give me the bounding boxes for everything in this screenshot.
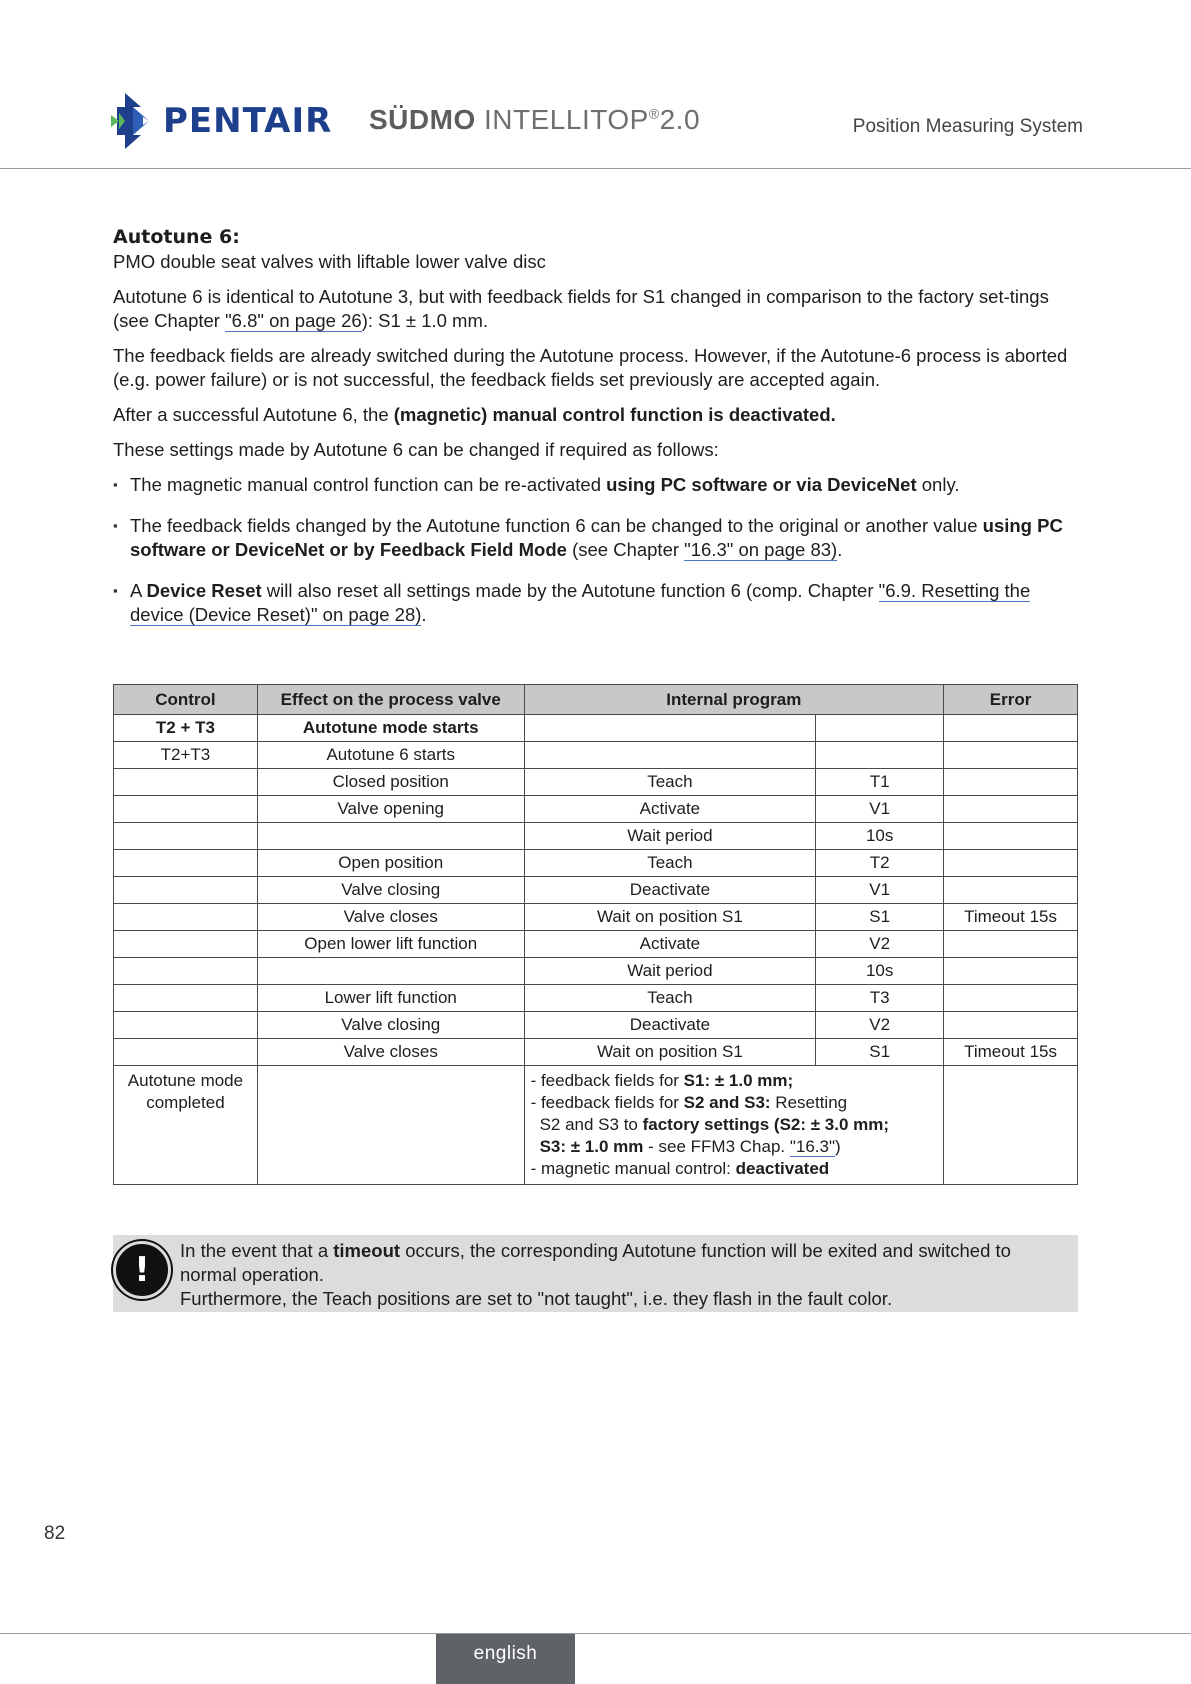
cell-action: Teach <box>524 850 816 877</box>
table-row <box>114 931 1078 958</box>
cell-control <box>114 958 258 985</box>
cell-code: S1 <box>816 1039 944 1066</box>
cell-control <box>114 1039 258 1066</box>
cell-control: Autotune mode completed <box>114 1066 258 1185</box>
chapter-link-16-3-ffm3[interactable]: "16.3" <box>789 1137 835 1156</box>
table-row <box>114 877 1078 904</box>
pentair-logo <box>111 93 332 149</box>
chapter-link-6-9[interactable]: "6.9. Resetting the device (Device Reset)" on page 28) <box>130 580 1031 625</box>
cell-control <box>114 1012 258 1039</box>
main-content <box>113 224 1078 644</box>
cell-code: 10s <box>816 958 944 985</box>
cell-effect <box>257 958 524 985</box>
cell-program-summary: - feedback fields for S1: ± 1.0 mm; - feedback fields for S2 and S3: Resetting S2 and S3 to factory settings (S2: ± 3.0 mm; S3: ± 1.0 mm - see FFM3 Chap. "16.3") - magnetic manual control: deactivated <box>524 1066 944 1185</box>
section-heading: Autotune 6: <box>113 226 240 248</box>
autotune-program-table <box>113 684 1078 1185</box>
cell-code: V2 <box>816 1012 944 1039</box>
table-row <box>114 850 1078 877</box>
cell-control <box>114 877 258 904</box>
cell-error <box>944 958 1078 985</box>
notice-text: In the event that a timeout occurs, the corresponding Autotune function will be exited and switched to normal operation. Furthermore, the Teach positions are set to "not taught", i.e. they flash in the fault color. <box>180 1240 1011 1309</box>
list-item: ▪ The magnetic manual control function can be re-activated using PC software or via DeviceNet only. <box>113 473 1078 497</box>
cell-error <box>944 823 1078 850</box>
chapter-link-6-8[interactable]: "6.8" on page 26 <box>225 310 362 331</box>
paragraph-manual-control: After a successful Autotune 6, the (magnetic) manual control function is deactivated. <box>113 404 836 425</box>
cell-control <box>114 985 258 1012</box>
cell-action <box>524 742 816 769</box>
cell-error <box>944 877 1078 904</box>
cell-action: Teach <box>524 985 816 1012</box>
table-row-mode <box>114 715 1078 742</box>
cell-effect: Autotune 6 starts <box>257 742 524 769</box>
cell-action: Teach <box>524 769 816 796</box>
chapter-link-16-3[interactable]: "16.3" on page 83) <box>684 539 838 560</box>
cell-code <box>816 715 944 742</box>
section-title: Position Measuring System <box>852 116 1083 137</box>
language-tab: english <box>436 1634 575 1684</box>
table-row <box>114 985 1078 1012</box>
cell-error <box>944 742 1078 769</box>
cell-code <box>816 742 944 769</box>
cell-effect: Lower lift function <box>257 985 524 1012</box>
cell-action: Activate <box>524 931 816 958</box>
cell-effect <box>257 823 524 850</box>
cell-effect: Valve opening <box>257 796 524 823</box>
table-row <box>114 769 1078 796</box>
cell-effect: Open lower lift function <box>257 931 524 958</box>
cell-control: T2 + T3 <box>114 715 258 742</box>
cell-control <box>114 850 258 877</box>
paragraph-feedback: The feedback fields are already switched during the Autotune process. However, if the Autotune-6 process is aborted (e.g. power failure) or is not successful, the feedback fields set previously are accepted again. <box>113 345 1068 390</box>
cell-effect: Valve closes <box>257 904 524 931</box>
cell-action: Deactivate <box>524 1012 816 1039</box>
table-row <box>114 958 1078 985</box>
table-row-final <box>114 1066 1078 1185</box>
cell-control <box>114 796 258 823</box>
table-row <box>114 823 1078 850</box>
cell-code: 10s <box>816 823 944 850</box>
cell-action: Wait on position S1 <box>524 1039 816 1066</box>
cell-error <box>944 931 1078 958</box>
header-program: Internal program <box>524 685 944 715</box>
settings-list <box>113 473 1078 627</box>
cell-code: S1 <box>816 904 944 931</box>
cell-control <box>114 904 258 931</box>
cell-control <box>114 769 258 796</box>
table-row <box>114 796 1078 823</box>
cell-error <box>944 1012 1078 1039</box>
timeout-notice <box>113 1235 1078 1312</box>
cell-action: Deactivate <box>524 877 816 904</box>
brand-name: PENTAIR <box>163 101 333 141</box>
cell-error <box>944 1066 1078 1185</box>
cell-code: V1 <box>816 796 944 823</box>
product-name: SÜDMO INTELLITOP®2.0 <box>369 104 701 135</box>
cell-effect: Valve closing <box>257 877 524 904</box>
cell-error <box>944 850 1078 877</box>
cell-code: T2 <box>816 850 944 877</box>
cell-effect: Valve closes <box>257 1039 524 1066</box>
pentair-logo-icon <box>111 93 157 149</box>
cell-effect: Open position <box>257 850 524 877</box>
cell-code: T1 <box>816 769 944 796</box>
table-row <box>114 904 1078 931</box>
header-control: Control <box>114 685 258 715</box>
paragraph-intro: Autotune 6 is identical to Autotune 3, but with feedback fields for S1 changed in comparison to the factory set-tings (see Chapter "6.8" on page 26): S1 ± 1.0 mm. <box>113 286 1049 331</box>
cell-code: T3 <box>816 985 944 1012</box>
cell-error: Timeout 15s <box>944 904 1078 931</box>
footer-divider <box>0 1633 1191 1634</box>
header-effect: Effect on the process valve <box>257 685 524 715</box>
cell-code: V1 <box>816 877 944 904</box>
cell-error <box>944 769 1078 796</box>
cell-error <box>944 985 1078 1012</box>
table-row <box>114 1012 1078 1039</box>
table-header-row <box>114 685 1078 715</box>
warning-icon: ! <box>113 1241 171 1299</box>
cell-action: Activate <box>524 796 816 823</box>
table-row <box>114 742 1078 769</box>
header-error: Error <box>944 685 1078 715</box>
cell-action <box>524 715 816 742</box>
cell-action: Wait period <box>524 958 816 985</box>
cell-error <box>944 715 1078 742</box>
paragraph-settings: These settings made by Autotune 6 can be changed if required as follows: <box>113 439 719 460</box>
cell-control <box>114 823 258 850</box>
list-item: ▪ A Device Reset will also reset all settings made by the Autotune function 6 (comp. Chapter "6.9. Resetting the device (Device Reset)" on page 28). <box>113 579 1078 627</box>
cell-control <box>114 931 258 958</box>
section-subtitle: PMO double seat valves with liftable lower valve disc <box>113 251 546 272</box>
page-header <box>0 0 1191 169</box>
cell-effect: Valve closing <box>257 1012 524 1039</box>
cell-effect: Autotune mode starts <box>257 715 524 742</box>
cell-action: Wait on position S1 <box>524 904 816 931</box>
cell-action: Wait period <box>524 823 816 850</box>
list-item: ▪ The feedback fields changed by the Autotune function 6 can be changed to the original or another value using PC software or DeviceNet or by Feedback Field Mode (see Chapter "16.3" on page 83). <box>113 514 1078 562</box>
cell-code: V2 <box>816 931 944 958</box>
page-number: 82 <box>44 1523 66 1544</box>
table-row <box>114 1039 1078 1066</box>
cell-effect <box>257 1066 524 1185</box>
cell-control: T2+T3 <box>114 742 258 769</box>
cell-error <box>944 796 1078 823</box>
cell-error: Timeout 15s <box>944 1039 1078 1066</box>
cell-effect: Closed position <box>257 769 524 796</box>
